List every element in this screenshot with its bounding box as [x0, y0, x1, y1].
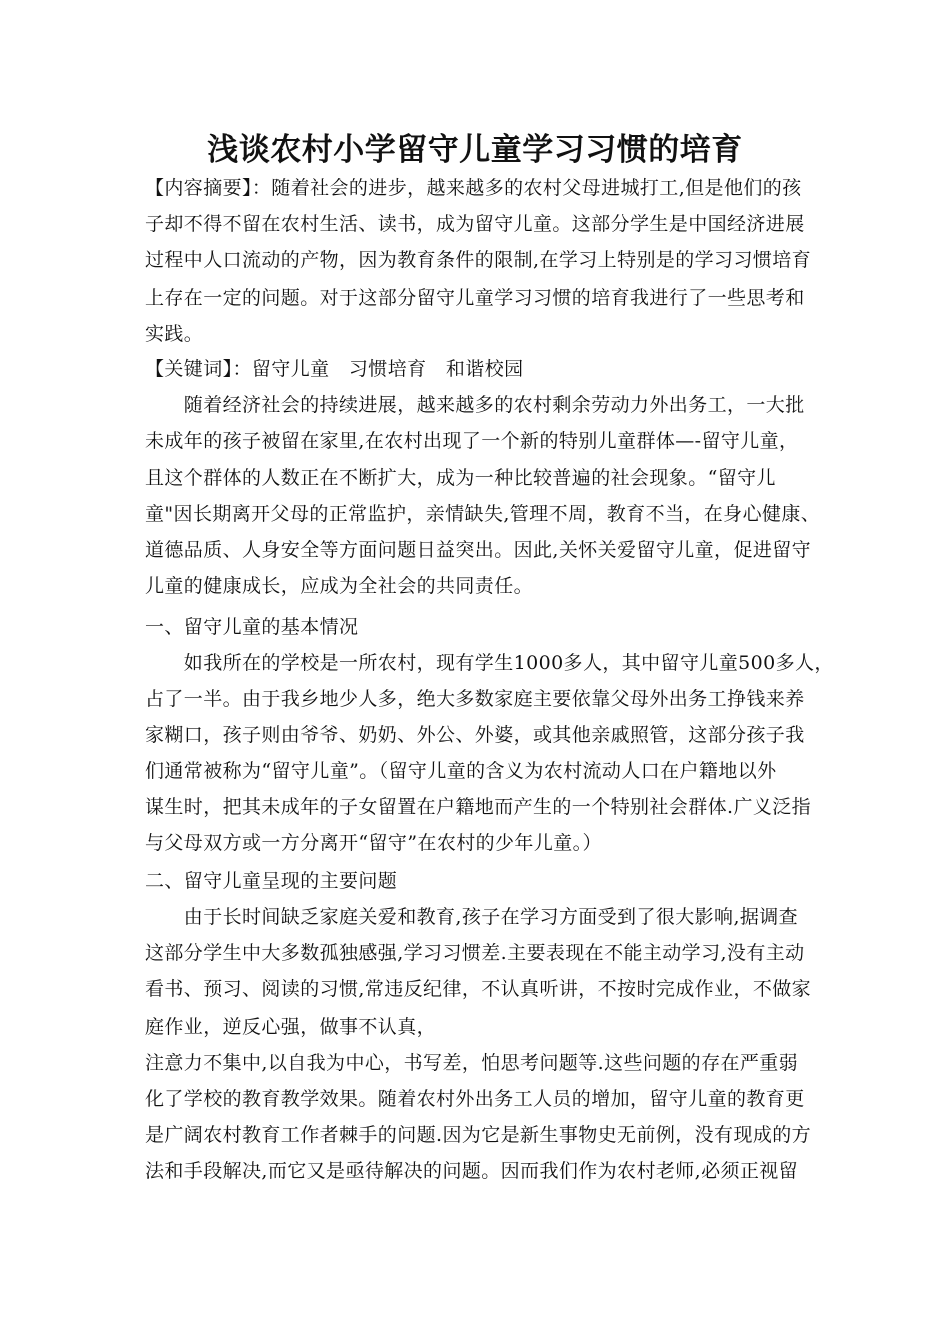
text-line: 与父母双方或一方分离开“留守”在农村的少年儿童。）	[145, 832, 602, 854]
text-line: 童"因长期离开父母的正常监护，亲情缺失,管理不周，教育不当，在身心健康、	[145, 503, 821, 525]
text-line: 法和手段解决,而它又是亟待解决的问题。因而我们作为农村老师,必须正视留	[145, 1160, 799, 1182]
text-line: 儿童的健康成长，应成为全社会的共同责任。	[145, 575, 534, 597]
section-heading: 二、留守儿童呈现的主要问题	[145, 870, 398, 892]
text-line: 占了一半。由于我乡地少人多，绝大多数家庭主要依靠父母外出务工挣钱来养	[145, 688, 805, 710]
text-line: 们通常被称为“留守儿童”。（留守儿童的含义为农村流动人口在户籍地以外	[145, 760, 777, 782]
text-line: 看书、预习、阅读的习惯,常违反纪律，不认真听讲，不按时完成作业，不做家	[145, 978, 812, 1000]
text-line: 谋生时，把其未成年的子女留置在户籍地而产生的一个特别社会群体.广义泛指	[145, 796, 812, 818]
text-line: 是广阔农村教育工作者棘手的问题.因为它是新生事物史无前例，没有现成的方	[145, 1124, 812, 1146]
text-line: 实践。	[145, 323, 204, 345]
text-line: 子却不得不留在农村生活、读书，成为留守儿童。这部分学生是中国经济进展	[145, 213, 805, 235]
text-line: 过程中人口流动的产物，因为教育条件的限制,在学习上特别是的学习习惯培育	[145, 249, 812, 271]
text-line: 庭作业，逆反心强，做事不认真，	[145, 1016, 437, 1038]
text-line: 如我所在的学校是一所农村，现有学生1000多人，其中留守儿童500多人，	[145, 652, 834, 674]
text-line: 【内容摘要】：随着社会的进步，越来越多的农村父母进城打工,但是他们的孩	[145, 177, 802, 199]
keywords-line: 【关键词】：留守儿童 习惯培育 和谐校园	[145, 358, 524, 380]
text-line: 道德品质、人身安全等方面问题日益突出。因此,关怀关爱留守儿童，促进留守	[145, 539, 812, 561]
text-line: 化了学校的教育教学效果。随着农村外出务工人员的增加，留守儿童的教育更	[145, 1088, 805, 1110]
text-line: 注意力不集中,以自我为中心，书写差，怕思考问题等.这些问题的存在严重弱	[145, 1052, 799, 1074]
text-line: 由于长时间缺乏家庭关爱和教育,孩子在学习方面受到了很大影响,据调查	[145, 906, 799, 928]
document-title: 浅谈农村小学留守儿童学习习惯的培育	[207, 132, 743, 168]
section-heading: 一、留守儿童的基本情况	[145, 616, 359, 638]
text-line: 家糊口，孩子则由爷爷、奶奶、外公、外婆，或其他亲戚照管，这部分孩子我	[145, 724, 805, 746]
text-line: 这部分学生中大多数孤独感强,学习习惯差.主要表现在不能主动学习,没有主动	[145, 942, 805, 964]
text-line: 且这个群体的人数正在不断扩大，成为一种比较普遍的社会现象。“留守儿	[145, 467, 776, 489]
text-line: 随着经济社会的持续进展，越来越多的农村剩余劳动力外出务工，一大批	[145, 394, 805, 416]
text-line: 上存在一定的问题。对于这部分留守儿童学习习惯的培育我进行了一些思考和	[145, 287, 805, 309]
text-line: 未成年的孩子被留在家里,在农村出现了一个新的特别儿童群体—-留守儿童，	[145, 430, 799, 452]
